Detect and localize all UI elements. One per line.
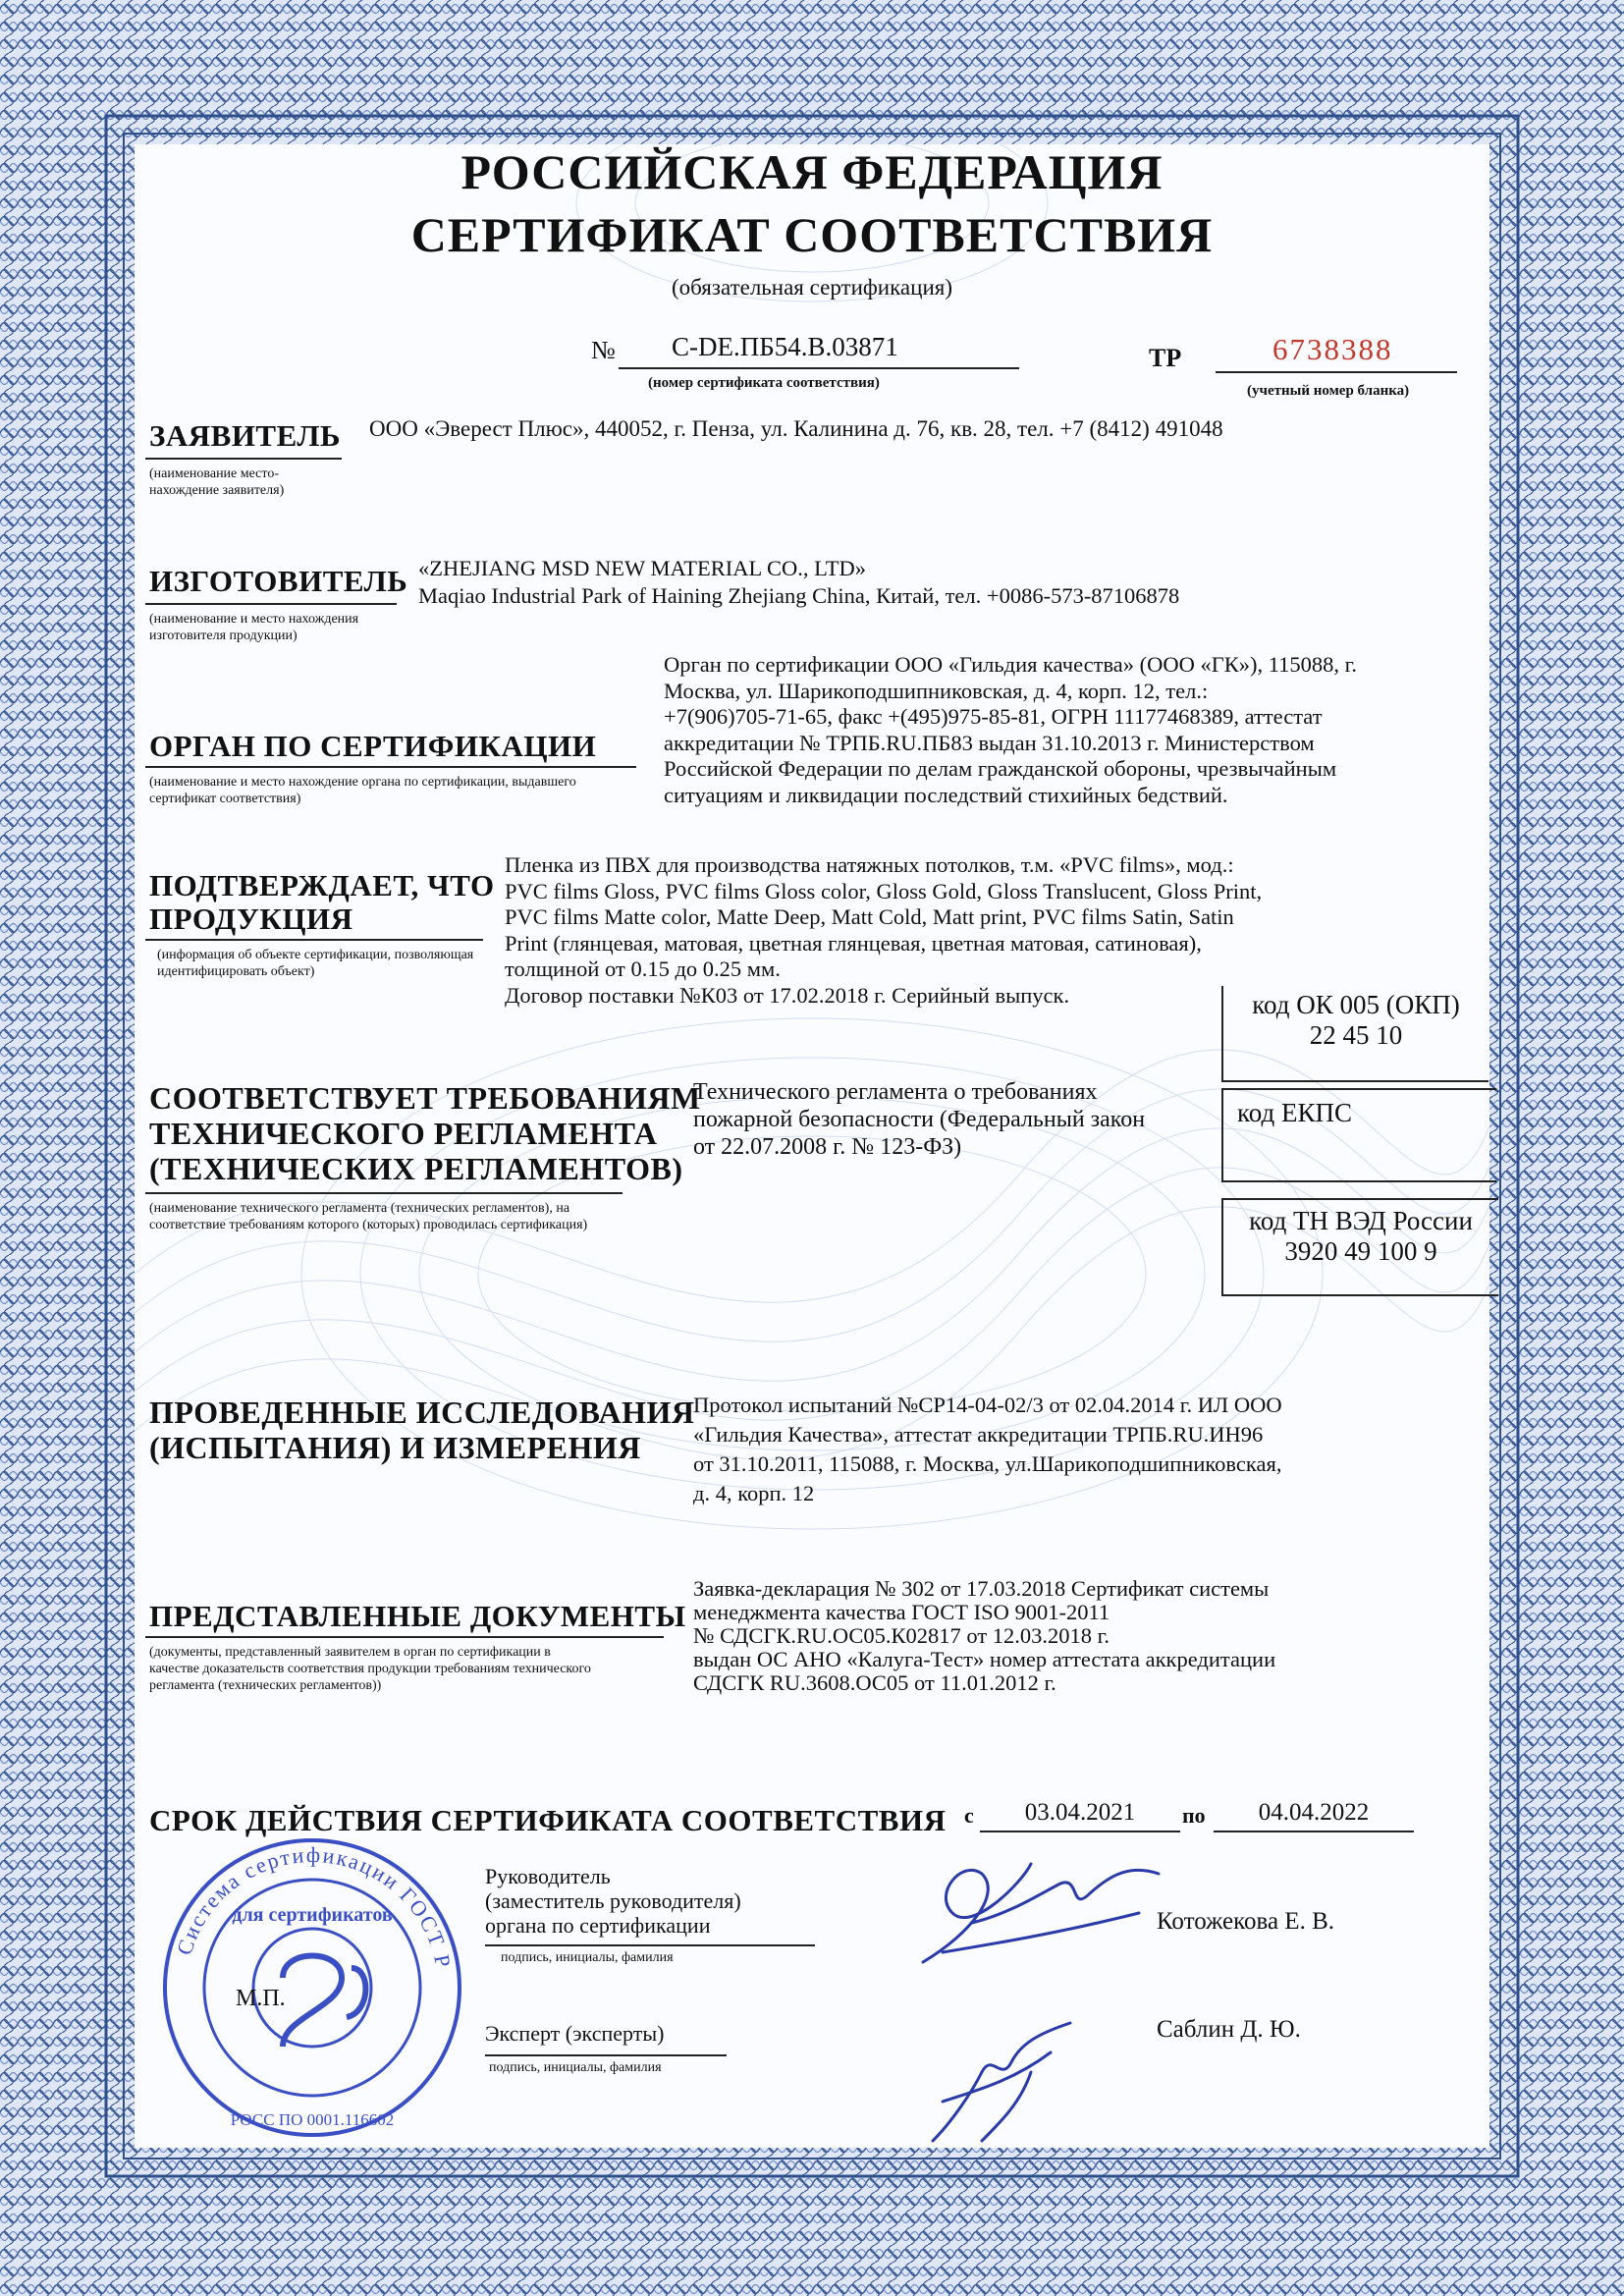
number-caption: (номер сертификата соответствия) [648, 375, 880, 391]
header-country: РОССИЙСКАЯ ФЕДЕРАЦИЯ [460, 144, 1164, 199]
documents-hint: (документы, представленный заявителем в орган по сертификации в качестве доказательств соответствия продукции требованиям технического регламента (технических регламентов)) [149, 1645, 591, 1693]
validity-from: 03.04.2021 [1024, 1799, 1136, 1826]
manufacturer-hint: (наименование и место нахождения изготовителя продукции) [149, 612, 359, 643]
number-sign: № [591, 336, 616, 364]
head-title: Руководитель (заместитель руководителя) органа по сертификации [485, 1864, 741, 1938]
tests-text: Протокол испытаний №СР14-04-02/3 от 02.04.2014 г. ИЛ ООО «Гильдия Качества», аттестат аккредитации ТРПБ.RU.ИН96 от 31.10.2011, 115088, г. Москва, ул.Шарикоподшипниковская, д. 4, корп. 12 [693, 1393, 1282, 1505]
manufacturer-label: ИЗГОТОВИТЕЛЬ [149, 564, 408, 598]
stamp-seal [155, 1831, 469, 2145]
cert-body-label: ОРГАН ПО СЕРТИФИКАЦИИ [149, 729, 597, 763]
code-tnved-label: код ТН ВЭД России [1249, 1206, 1473, 1235]
validity-to-prefix: по [1182, 1803, 1206, 1828]
tr-caption: (учетный номер бланка) [1247, 383, 1410, 399]
header-title: СЕРТИФИКАТ СООТВЕТСТВИЯ [410, 207, 1214, 262]
tr-underline [1216, 371, 1457, 373]
head-name: Котожекова Е. В. [1157, 1908, 1335, 1935]
code-okp-value: 22 45 10 [1309, 1020, 1403, 1050]
product-label-1: ПОДТВЕРЖДАЕТ, ЧТО [149, 868, 495, 902]
stamp-inner-text: для сертификатов [232, 1904, 393, 1926]
tr-label: ТР [1149, 344, 1182, 372]
manufacturer-address: Maqiao Industrial Park of Haining Zhejiang China, Китай, тел. +0086-573-87106878 [418, 583, 1180, 608]
code-okp-label: код ОК 005 (ОКП) [1252, 990, 1460, 1019]
validity-from-prefix: с [964, 1803, 974, 1828]
cert-body-text: Орган по сертификации ООО «Гильдия качества» (ООО «ГК»), 115088, г. Москва, ул. Шарикоподшипниковская, д. 4, корп. 12, тел.: +7(906)705-71-65, факс +(495)975-85-81, ОГРН 11177468389, аттестат аккредитации № ТРПБ.RU.ПБ83 выдан 31.10.2013 г. Министерством Российской Федерации по делам гражданской обороны, чрезвычайным ситуациям и ликвидации последствий стихийных бедствий. [664, 652, 1357, 807]
head-signature [913, 1854, 1168, 1982]
head-caption: подпись, инициалы, фамилия [501, 1950, 674, 1965]
product-text: Пленка из ПВХ для производства натяжных потолков, т.м. «PVC films», мод.: PVC films Gloss, PVC films Gloss color, Gloss Gold, Gloss Translucent, Gloss Print, PVC films Matte color, Matte Deep, Matt Cold, Matt print, PVC films Satin, Satin Print (глянцевая, матовая, цветная глянцевая, цветная матовая, сатиновая), толщиной от 0.15 до 0.25 мм. Договор поставки №К03 от 17.02.2018 г. Серийный выпуск. [505, 852, 1263, 1008]
manufacturer-name: «ZHEJIANG MSD NEW MATERIAL CO., LTD» [418, 556, 867, 580]
code-ekps-box [1221, 1088, 1496, 1182]
applicant-value: ООО «Эверест Плюс», 440052, г. Пенза, ул. Калинина д. 76, кв. 28, тел. +7 (8412) 491048 [369, 416, 1223, 441]
stamp-ring-text: Система сертификации ГОСТ Р [171, 1841, 457, 1972]
code-tnved-box [1221, 1198, 1498, 1296]
expert-caption: подпись, инициалы, фамилия [489, 2060, 662, 2075]
code-tnved-value: 3920 49 100 9 [1284, 1236, 1437, 1266]
applicant-label: ЗАЯВИТЕЛЬ [149, 418, 341, 453]
code-ekps-label: код ЕКПС [1237, 1098, 1352, 1127]
regulation-text: Технического регламента о требованиях пожарной безопасности (Федеральный закон от 22.07.2008 г. № 123-ФЗ) [693, 1079, 1146, 1160]
number-underline [619, 367, 1019, 369]
product-hint: (информация об объекте сертификации, позволяющая идентифицировать объект) [157, 948, 474, 979]
applicant-hint: (наименование место-нахождение заявителя) [149, 466, 285, 498]
validity-label: СРОК ДЕЙСТВИЯ СЕРТИФИКАТА СООТВЕТСТВИЯ [149, 1803, 947, 1837]
stamp-mp: М.П. [236, 1986, 286, 2011]
regulation-hint: (наименование технического регламента (технических регламентов), на соответствие требованиям которого (которых) проводилась сертификация) [149, 1201, 588, 1232]
documents-text: Заявка-декларация № 302 от 17.03.2018 Сертификат системы менеджмента качества ГОСТ ISO 9001-2011 № СДСГК.RU.ОС05.К02817 от 12.03.2018 г. выдан ОС АНО «Калуга-Тест» номер аттестата аккредитации СДСГК RU.3608.ОС05 от 11.01.2012 г. [693, 1576, 1276, 1695]
validity-to: 04.04.2022 [1258, 1799, 1370, 1826]
cert-body-hint: (наименование и место нахождение органа по сертификации, выдавшего сертификат соответствия) [149, 775, 576, 806]
code-okp-box [1221, 986, 1489, 1082]
stamp-reg-text: РОСС ПО 0001.116602 [230, 2110, 395, 2129]
tr-number: 6738388 [1272, 332, 1393, 366]
regulation-label: СООТВЕТСТВУЕТ ТРЕБОВАНИЯМ ТЕХНИЧЕСКОГО РЕГЛАМЕНТА (ТЕХНИЧЕСКИХ РЕГЛАМЕНТОВ) [149, 1080, 701, 1186]
certificate-number: С-DE.ПБ54.В.03871 [672, 332, 898, 361]
expert-signature [923, 2013, 1090, 2151]
expert-name: Саблин Д. Ю. [1157, 2016, 1301, 2043]
header-mode: (обязательная сертификация) [672, 275, 952, 300]
documents-label: ПРЕДСТАВЛЕННЫЕ ДОКУМЕНТЫ [149, 1599, 686, 1633]
expert-label: Эксперт (эксперты) [485, 2021, 665, 2046]
product-label-2: ПРОДУКЦИЯ [149, 902, 353, 936]
tests-label: ПРОВЕДЕННЫЕ ИССЛЕДОВАНИЯ (ИСПЫТАНИЯ) И ИЗМЕРЕНИЯ [149, 1394, 695, 1465]
